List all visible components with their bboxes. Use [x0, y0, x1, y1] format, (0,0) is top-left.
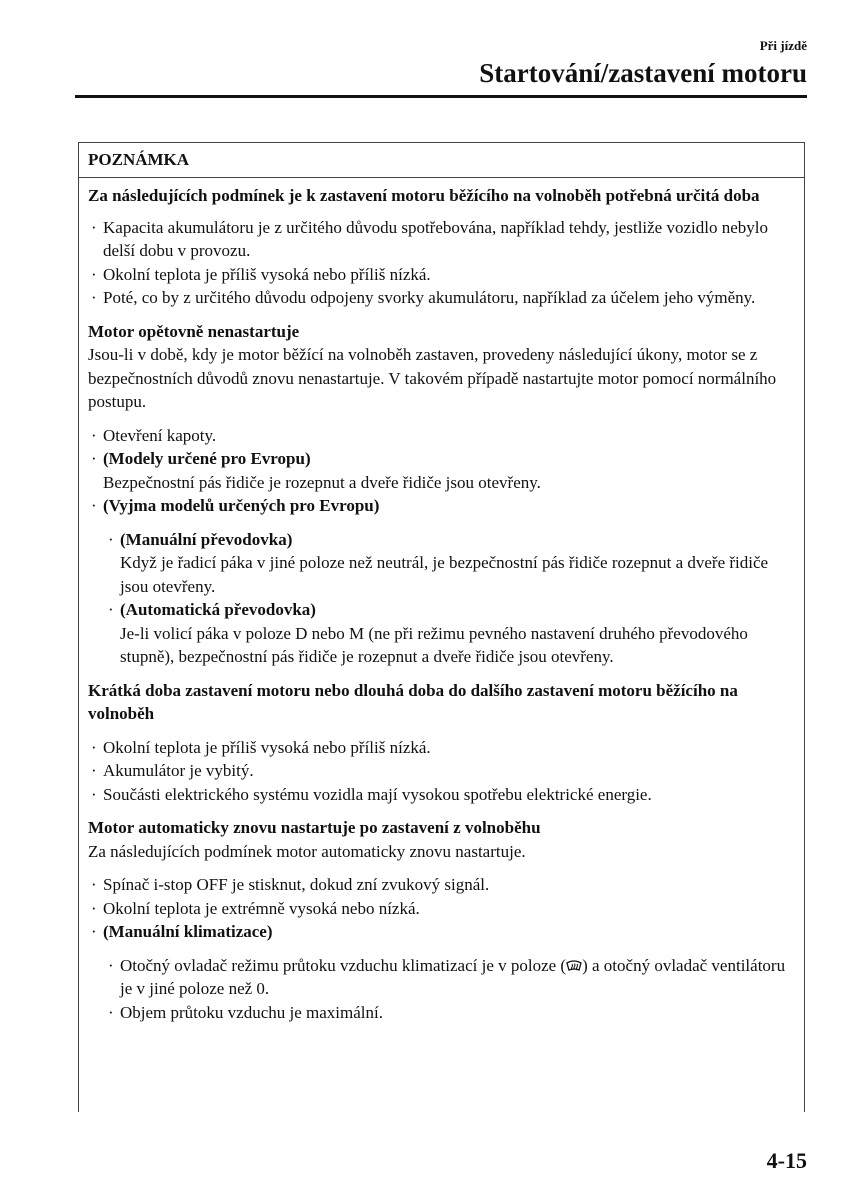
item-title: · (Modely určené pro Evropu) — [103, 449, 311, 468]
item-title: · (Automatická převodovka) — [120, 600, 316, 619]
note-label: POZNÁMKA — [79, 143, 804, 178]
page-title: Startování/zastavení motoru — [479, 58, 807, 88]
list-item: · Spínač i-stop OFF je stisknut, dokud zní zvukový signál. — [88, 873, 794, 897]
list-item — [105, 528, 794, 599]
item-text: Když je řadicí páka v jiné poloze než neutrál, je bezpečnostní pás řidiče rozepnut a dveře řidiče jsou otevřeny. — [120, 553, 769, 596]
note-body — [79, 178, 804, 1024]
list-item: · Součásti elektrického systému vozidla mají vysokou spotřebu elektrické energie. — [88, 783, 794, 807]
section-label: Při jízdě — [759, 38, 807, 53]
list-item — [88, 447, 794, 494]
bullet-list — [88, 424, 794, 518]
list-item: · Otevření kapoty. — [88, 424, 794, 448]
note-box — [78, 142, 805, 1112]
section-heading: Krátká doba zastavení motoru nebo dlouhá doba do dalšího zastavení motoru běžícího na volnoběh — [88, 680, 738, 723]
list-item — [105, 598, 794, 669]
list-item: · Okolní teplota je příliš vysoká nebo příliš nízká. — [88, 263, 794, 287]
windshield-defrost-icon — [566, 958, 582, 973]
bullet-list — [88, 216, 794, 310]
paragraph: Jsou-li v době, kdy je motor běžící na volnoběh zastaven, provedeny následující úkony, motor se z bezpečnostních důvodů znovu nenastartuje. V takovém případě nastartujte motor pomocí normálního postupu. — [88, 345, 777, 411]
list-item: · Okolní teplota je příliš vysoká nebo příliš nízká. — [88, 736, 794, 760]
item-text: Je-li volicí páka v poloze D nebo M (ne při režimu pevného nastavení druhého převodového stupně), bezpečnostní pás řidiče je rozepnut a dveře řidiče jsou otevřeny. — [120, 623, 748, 666]
item-text: Otočný ovladač režimu průtoku vzduchu klimatizací je v poloze ( — [120, 955, 567, 975]
bullet-list — [88, 736, 794, 807]
list-item: · Okolní teplota je extrémně vysoká nebo nízká. — [88, 897, 794, 921]
bullet-list — [88, 873, 794, 944]
item-text: Bezpečnostní pás řidiče je rozepnut a dveře řidiče jsou otevřeny. — [103, 472, 541, 492]
section-heading: Za následujících podmínek je k zastavení motoru běžícího na volnoběh potřebná určitá doba — [88, 186, 760, 205]
sub-bullet-list — [88, 528, 794, 669]
page-number: 4-15 — [766, 1148, 807, 1173]
paragraph: Za následujících podmínek motor automaticky znovu nastartuje. — [88, 841, 526, 861]
item-title: · (Manuální klimatizace) — [103, 922, 273, 941]
list-item: · Akumulátor je vybitý. — [88, 759, 794, 783]
list-item — [105, 954, 794, 1001]
sub-bullet-list — [88, 954, 794, 1025]
section-heading: Motor automaticky znovu nastartuje po zastavení z volnoběhu — [88, 818, 541, 837]
list-item — [88, 494, 794, 518]
title-rule — [75, 95, 807, 98]
list-item: · Poté, co by z určitého důvodu odpojeny svorky akumulátoru, například za účelem jeho výměny. — [88, 286, 794, 310]
item-title: · (Manuální převodovka) — [120, 529, 293, 549]
list-item: · Kapacita akumulátoru je z určitého důvodu spotřebována, například tehdy, jestliže vozidlo nebylo delší dobu v provozu. — [88, 216, 794, 263]
list-item: · Objem průtoku vzduchu je maximální. — [105, 1001, 794, 1025]
item-text: ) a otočný ovladač ventilátoru je v jiné poloze než 0. — [120, 955, 786, 998]
section-heading: Motor opětovně nenastartuje — [88, 321, 300, 341]
list-item — [88, 920, 794, 944]
item-title: · (Vyjma modelů určených pro Evropu) — [103, 496, 380, 515]
